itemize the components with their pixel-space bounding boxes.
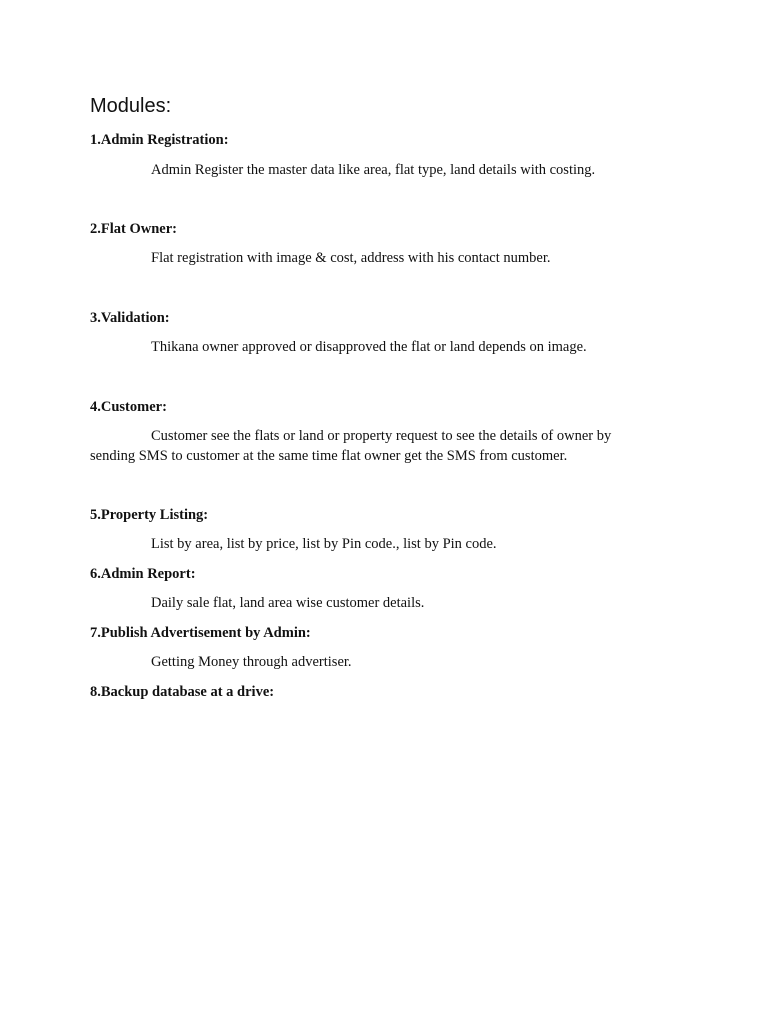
module-text-customer: Customer see the flats or land or property request to see the details of owner by sending SMS to customer at the same time flat owner get the SMS from customer.	[90, 428, 612, 464]
module-heading-backup-database: 8.Backup database at a drive:	[90, 684, 275, 700]
module-text-validation: Thikana owner approved or disapproved the flat or land depends on image.	[151, 339, 587, 355]
module-heading-validation: 3.Validation:	[90, 310, 170, 326]
module-text-property-listing: List by area, list by price, list by Pin code., list by Pin code.	[151, 536, 497, 552]
module-heading-admin-registration: 1.Admin Registration:	[90, 132, 229, 148]
module-heading-property-listing: 5.Property Listing:	[90, 507, 209, 523]
module-heading-flat-owner: 2.Flat Owner:	[90, 221, 177, 237]
page-title: Modules:	[90, 95, 172, 117]
module-text-admin-report: Daily sale flat, land area wise customer details.	[151, 595, 425, 611]
module-text-flat-owner: Flat registration with image & cost, address with his contact number.	[151, 250, 551, 266]
module-heading-admin-report: 6.Admin Report:	[90, 566, 196, 582]
module-text-publish-advertisement: Getting Money through advertiser.	[151, 654, 352, 670]
module-heading-publish-advertisement: 7.Publish Advertisement by Admin:	[90, 625, 311, 641]
module-heading-customer: 4.Customer:	[90, 399, 167, 415]
module-text-admin-registration: Admin Register the master data like area, flat type, land details with costing.	[151, 162, 596, 178]
